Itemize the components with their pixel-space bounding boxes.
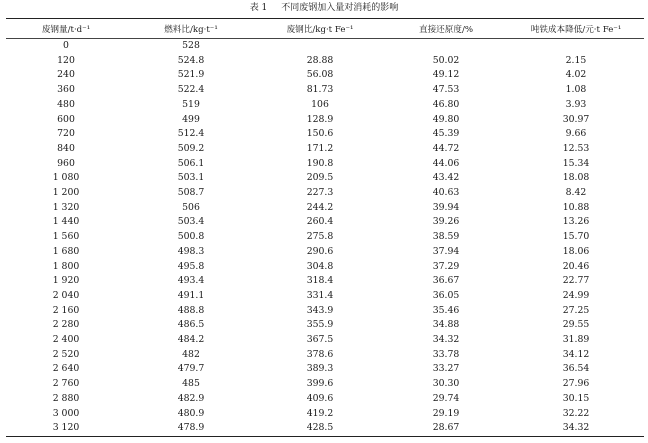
table-row bbox=[6, 142, 644, 157]
cell-scrap-ratio: 81.73 bbox=[306, 84, 334, 96]
cell-direct-reduction: 45.39 bbox=[432, 128, 460, 140]
cell-direct-reduction: 34.32 bbox=[432, 334, 460, 346]
cell-cost-reduction: 10.88 bbox=[562, 201, 590, 213]
cell-scrap-amount: 2 160 bbox=[52, 304, 80, 316]
cell-direct-reduction: 50.02 bbox=[432, 54, 460, 66]
header-cost-reduction: 吨铁成本降低/元·t Fe⁻¹ bbox=[508, 19, 644, 39]
cell-scrap-ratio bbox=[256, 39, 384, 54]
cell-scrap-ratio: 28.88 bbox=[306, 54, 334, 66]
cell-cost-reduction: 36.54 bbox=[562, 363, 590, 375]
cell-fuel-ratio: 521.9 bbox=[177, 69, 205, 81]
cell-cost-reduction: 24.99 bbox=[562, 289, 590, 301]
table-row bbox=[6, 333, 644, 348]
table-caption bbox=[0, 2, 648, 14]
table-row bbox=[6, 127, 644, 142]
cell-scrap-amount: 1 800 bbox=[52, 260, 80, 272]
cell-fuel-ratio: 478.9 bbox=[126, 421, 256, 436]
table-row bbox=[6, 157, 644, 172]
cell-cost-reduction: 22.77 bbox=[562, 275, 590, 287]
cell-fuel-ratio: 503.1 bbox=[177, 172, 205, 184]
cell-cost-reduction: 18.06 bbox=[562, 245, 590, 257]
cell-scrap-ratio: 171.2 bbox=[306, 142, 334, 154]
table-row bbox=[6, 362, 644, 377]
cell-cost-reduction bbox=[508, 39, 644, 54]
cell-scrap-ratio: 128.9 bbox=[306, 113, 334, 125]
cell-scrap-amount: 3 000 bbox=[52, 407, 80, 419]
cell-direct-reduction bbox=[384, 39, 508, 54]
cell-fuel-ratio: 503.4 bbox=[177, 216, 205, 228]
cell-direct-reduction: 49.80 bbox=[432, 113, 460, 125]
cell-cost-reduction: 32.22 bbox=[562, 407, 590, 419]
cell-scrap-amount: 1 680 bbox=[52, 245, 80, 257]
cell-fuel-ratio: 522.4 bbox=[177, 84, 205, 96]
cell-fuel-ratio: 479.7 bbox=[177, 363, 205, 375]
cell-cost-reduction: 34.32 bbox=[508, 421, 644, 436]
cell-direct-reduction: 36.67 bbox=[432, 275, 460, 287]
cell-scrap-amount: 1 920 bbox=[52, 275, 80, 287]
cell-scrap-amount: 1 440 bbox=[52, 216, 80, 228]
cell-fuel-ratio: 498.3 bbox=[177, 245, 205, 257]
cell-cost-reduction: 18.08 bbox=[562, 172, 590, 184]
cell-cost-reduction: 8.42 bbox=[565, 187, 587, 199]
table-row bbox=[6, 68, 644, 83]
cell-direct-reduction: 36.05 bbox=[432, 289, 460, 301]
cell-scrap-amount: 2 640 bbox=[52, 363, 80, 375]
table-number: 表 1 bbox=[249, 3, 268, 13]
cell-scrap-amount: 1 200 bbox=[52, 187, 80, 199]
cell-cost-reduction: 27.96 bbox=[562, 378, 590, 390]
cell-cost-reduction: 30.15 bbox=[562, 392, 590, 404]
cell-scrap-ratio: 378.6 bbox=[306, 348, 334, 360]
cell-direct-reduction: 29.74 bbox=[432, 392, 460, 404]
cell-scrap-ratio: 331.4 bbox=[306, 289, 334, 301]
cell-scrap-amount: 2 760 bbox=[52, 378, 80, 390]
cell-fuel-ratio: 528 bbox=[182, 40, 200, 51]
cell-fuel-ratio: 524.8 bbox=[177, 54, 205, 66]
cell-cost-reduction: 27.25 bbox=[562, 304, 590, 316]
cell-direct-reduction: 33.27 bbox=[432, 363, 460, 375]
cell-scrap-ratio: 150.6 bbox=[306, 128, 334, 140]
table-row bbox=[6, 230, 644, 245]
cell-scrap-ratio: 343.9 bbox=[306, 304, 334, 316]
cell-fuel-ratio: 482 bbox=[182, 348, 200, 360]
cell-scrap-amount: 480 bbox=[57, 98, 75, 110]
cell-fuel-ratio: 484.2 bbox=[177, 334, 205, 346]
table-row bbox=[6, 304, 644, 319]
cell-scrap-amount: 360 bbox=[57, 84, 75, 96]
data-table bbox=[6, 18, 644, 437]
cell-direct-reduction: 43.42 bbox=[432, 172, 460, 184]
table-row bbox=[6, 113, 644, 128]
cell-fuel-ratio: 482.9 bbox=[177, 392, 205, 404]
cell-scrap-ratio: 399.6 bbox=[306, 378, 334, 390]
cell-fuel-ratio: 508.7 bbox=[177, 187, 205, 199]
cell-scrap-amount: 840 bbox=[57, 142, 75, 154]
table-row bbox=[6, 83, 644, 98]
cell-fuel-ratio: 509.2 bbox=[177, 142, 205, 154]
cell-fuel-ratio: 499 bbox=[182, 113, 200, 125]
cell-scrap-amount: 2 520 bbox=[52, 348, 80, 360]
cell-scrap-ratio: 209.5 bbox=[306, 172, 334, 184]
cell-direct-reduction: 33.78 bbox=[432, 348, 460, 360]
cell-cost-reduction: 2.15 bbox=[565, 54, 587, 66]
cell-scrap-amount: 2 040 bbox=[52, 289, 80, 301]
cell-scrap-ratio: 275.8 bbox=[306, 231, 334, 243]
cell-fuel-ratio: 488.8 bbox=[177, 304, 205, 316]
header-direct-reduction: 直接还原度/% bbox=[384, 19, 508, 39]
cell-cost-reduction: 3.93 bbox=[565, 98, 587, 110]
table-row bbox=[6, 39, 644, 54]
cell-scrap-ratio: 419.2 bbox=[306, 407, 334, 419]
table-row bbox=[6, 377, 644, 392]
cell-fuel-ratio: 491.1 bbox=[177, 289, 205, 301]
header-scrap-amount: 废钢量/t·d⁻¹ bbox=[6, 19, 126, 39]
cell-direct-reduction: 37.94 bbox=[432, 245, 460, 257]
cell-scrap-amount: 600 bbox=[57, 113, 75, 125]
cell-direct-reduction: 46.80 bbox=[432, 98, 460, 110]
cell-scrap-ratio: 355.9 bbox=[306, 319, 334, 331]
cell-scrap-amount: 1 560 bbox=[52, 231, 80, 243]
cell-cost-reduction: 1.08 bbox=[565, 84, 587, 96]
cell-scrap-ratio: 304.8 bbox=[306, 260, 334, 272]
cell-scrap-ratio: 367.5 bbox=[306, 334, 334, 346]
table-row bbox=[6, 54, 644, 69]
table-row bbox=[6, 421, 644, 436]
table-row bbox=[6, 171, 644, 186]
cell-fuel-ratio: 495.8 bbox=[177, 260, 205, 272]
cell-scrap-amount: 0 bbox=[63, 40, 69, 51]
cell-scrap-ratio: 318.4 bbox=[306, 275, 334, 287]
cell-scrap-ratio: 428.5 bbox=[256, 421, 384, 436]
table-row bbox=[6, 274, 644, 289]
cell-cost-reduction: 9.66 bbox=[565, 128, 587, 140]
cell-scrap-ratio: 244.2 bbox=[306, 201, 334, 213]
cell-fuel-ratio: 493.4 bbox=[177, 275, 205, 287]
cell-fuel-ratio: 506.1 bbox=[177, 157, 205, 169]
cell-direct-reduction: 39.26 bbox=[432, 216, 460, 228]
header-fuel-ratio: 燃料比/kg·t⁻¹ bbox=[126, 19, 256, 39]
cell-scrap-amount: 1 080 bbox=[52, 172, 80, 184]
cell-fuel-ratio: 519 bbox=[182, 98, 200, 110]
cell-scrap-ratio: 409.6 bbox=[306, 392, 334, 404]
cell-scrap-ratio: 260.4 bbox=[306, 216, 334, 228]
cell-cost-reduction: 13.26 bbox=[562, 216, 590, 228]
cell-direct-reduction: 44.72 bbox=[432, 142, 460, 154]
cell-fuel-ratio: 486.5 bbox=[177, 319, 205, 331]
table-title: 不同废钢加入量对消耗的影响 bbox=[281, 3, 399, 13]
cell-cost-reduction: 15.70 bbox=[562, 231, 590, 243]
cell-cost-reduction: 15.34 bbox=[562, 157, 590, 169]
cell-direct-reduction: 35.46 bbox=[432, 304, 460, 316]
table-row bbox=[6, 318, 644, 333]
cell-cost-reduction: 34.12 bbox=[562, 348, 590, 360]
table-body bbox=[6, 39, 644, 437]
cell-scrap-amount: 240 bbox=[57, 69, 75, 81]
cell-cost-reduction: 31.89 bbox=[562, 334, 590, 346]
cell-cost-reduction: 30.97 bbox=[562, 113, 590, 125]
cell-scrap-amount: 2 280 bbox=[52, 319, 80, 331]
cell-scrap-ratio: 389.3 bbox=[306, 363, 334, 375]
cell-scrap-ratio: 227.3 bbox=[306, 187, 334, 199]
cell-direct-reduction: 47.53 bbox=[432, 84, 460, 96]
cell-scrap-amount: 720 bbox=[57, 128, 75, 140]
table-row bbox=[6, 392, 644, 407]
cell-scrap-ratio: 190.8 bbox=[306, 157, 334, 169]
cell-fuel-ratio: 500.8 bbox=[177, 231, 205, 243]
cell-scrap-amount: 2 400 bbox=[52, 334, 80, 346]
cell-scrap-ratio: 56.08 bbox=[306, 69, 334, 81]
cell-scrap-amount: 120 bbox=[57, 54, 75, 66]
cell-direct-reduction: 39.94 bbox=[432, 201, 460, 213]
table-row bbox=[6, 98, 644, 113]
cell-scrap-ratio: 106 bbox=[311, 98, 329, 110]
cell-direct-reduction: 30.30 bbox=[432, 378, 460, 390]
cell-scrap-amount: 1 320 bbox=[52, 201, 80, 213]
table-row bbox=[6, 201, 644, 216]
cell-fuel-ratio: 506 bbox=[182, 201, 200, 213]
header-scrap-ratio: 废钢比/kg·t Fe⁻¹ bbox=[256, 19, 384, 39]
cell-cost-reduction: 29.55 bbox=[562, 319, 590, 331]
table-row bbox=[6, 407, 644, 422]
cell-cost-reduction: 20.46 bbox=[562, 260, 590, 272]
header-row bbox=[6, 19, 644, 39]
cell-fuel-ratio: 480.9 bbox=[177, 407, 205, 419]
cell-fuel-ratio: 512.4 bbox=[177, 128, 205, 140]
table-row bbox=[6, 245, 644, 260]
table-row bbox=[6, 186, 644, 201]
cell-direct-reduction: 49.12 bbox=[432, 69, 460, 81]
table-row bbox=[6, 215, 644, 230]
cell-direct-reduction: 38.59 bbox=[432, 231, 460, 243]
cell-cost-reduction: 12.53 bbox=[562, 142, 590, 154]
table-row bbox=[6, 289, 644, 304]
cell-cost-reduction: 4.02 bbox=[565, 69, 587, 81]
cell-direct-reduction: 28.67 bbox=[384, 421, 508, 436]
table-row bbox=[6, 260, 644, 275]
cell-scrap-ratio: 290.6 bbox=[306, 245, 334, 257]
cell-direct-reduction: 37.29 bbox=[432, 260, 460, 272]
cell-scrap-amount: 3 120 bbox=[6, 421, 126, 436]
table-row bbox=[6, 348, 644, 363]
cell-direct-reduction: 29.19 bbox=[432, 407, 460, 419]
cell-fuel-ratio: 485 bbox=[182, 378, 200, 390]
cell-direct-reduction: 34.88 bbox=[432, 319, 460, 331]
cell-scrap-amount: 960 bbox=[57, 157, 75, 169]
cell-direct-reduction: 40.63 bbox=[432, 187, 460, 199]
cell-direct-reduction: 44.06 bbox=[432, 157, 460, 169]
cell-scrap-amount: 2 880 bbox=[52, 392, 80, 404]
